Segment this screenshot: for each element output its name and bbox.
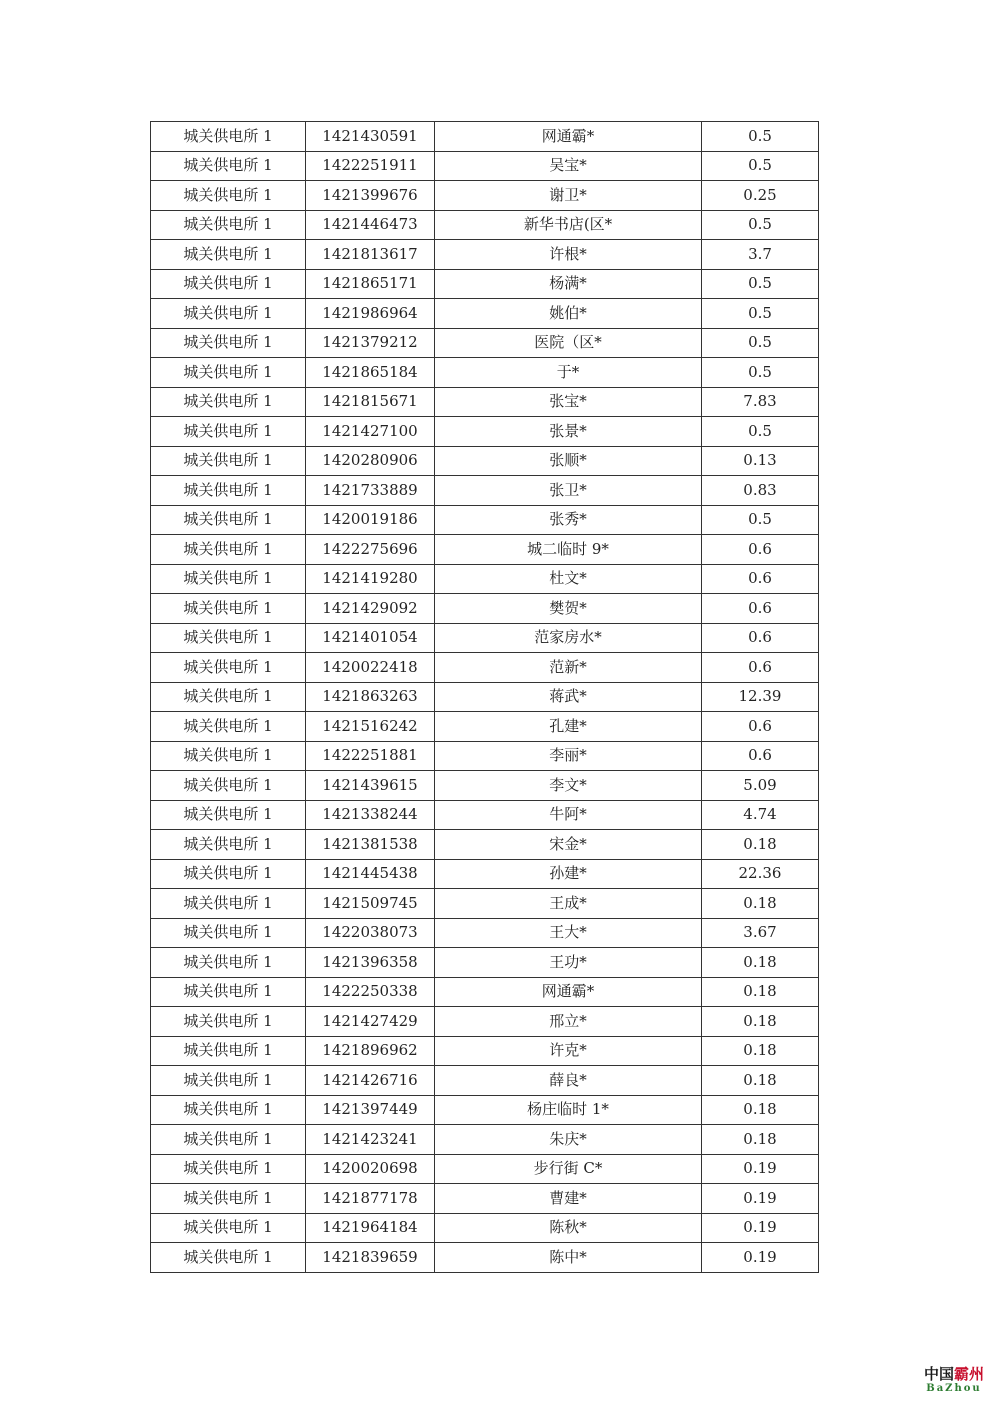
account-cell: 1421397449	[306, 1095, 435, 1125]
table-row	[151, 181, 819, 211]
value-cell: 0.6	[702, 535, 819, 565]
station-cell: 城关供电所 1	[151, 122, 306, 152]
account-cell: 1420020698	[306, 1154, 435, 1184]
table-row	[151, 505, 819, 535]
value-cell: 12.39	[702, 682, 819, 712]
account-cell: 1421865171	[306, 269, 435, 299]
station-cell: 城关供电所 1	[151, 505, 306, 535]
value-cell: 0.5	[702, 122, 819, 152]
table-row	[151, 977, 819, 1007]
station-cell: 城关供电所 1	[151, 889, 306, 919]
account-cell: 1420280906	[306, 446, 435, 476]
value-cell: 0.6	[702, 564, 819, 594]
table-row	[151, 1036, 819, 1066]
account-cell: 1422275696	[306, 535, 435, 565]
value-cell: 0.25	[702, 181, 819, 211]
station-cell: 城关供电所 1	[151, 1184, 306, 1214]
account-cell: 1421509745	[306, 889, 435, 919]
name-cell: 新华书店(区*	[435, 210, 702, 240]
account-cell: 1421445438	[306, 859, 435, 889]
table-row	[151, 682, 819, 712]
table-row	[151, 594, 819, 624]
table-row	[151, 1125, 819, 1155]
name-cell: 吴宝*	[435, 151, 702, 181]
station-cell: 城关供电所 1	[151, 741, 306, 771]
account-cell: 1422251911	[306, 151, 435, 181]
account-cell: 1422250338	[306, 977, 435, 1007]
name-cell: 王大*	[435, 918, 702, 948]
value-cell: 3.67	[702, 918, 819, 948]
account-cell: 1421986964	[306, 299, 435, 329]
name-cell: 于*	[435, 358, 702, 388]
name-cell: 张卫*	[435, 476, 702, 506]
value-cell: 0.19	[702, 1213, 819, 1243]
account-cell: 1422038073	[306, 918, 435, 948]
value-cell: 0.5	[702, 151, 819, 181]
table-row	[151, 151, 819, 181]
table-row	[151, 1154, 819, 1184]
logo-text	[924, 1367, 984, 1382]
table-row	[151, 210, 819, 240]
table-row	[151, 417, 819, 447]
logo-cn-part2: 霸州	[953, 1365, 984, 1383]
station-cell: 城关供电所 1	[151, 623, 306, 653]
table-row	[151, 564, 819, 594]
station-cell: 城关供电所 1	[151, 1095, 306, 1125]
station-cell: 城关供电所 1	[151, 240, 306, 270]
value-cell: 0.18	[702, 1007, 819, 1037]
value-cell: 0.18	[702, 1125, 819, 1155]
table-row	[151, 830, 819, 860]
name-cell: 张秀*	[435, 505, 702, 535]
value-cell: 0.5	[702, 417, 819, 447]
table-row	[151, 1066, 819, 1096]
name-cell: 范家房水*	[435, 623, 702, 653]
station-cell: 城关供电所 1	[151, 1154, 306, 1184]
value-cell: 0.18	[702, 1095, 819, 1125]
account-cell: 1421446473	[306, 210, 435, 240]
name-cell: 杨满*	[435, 269, 702, 299]
station-cell: 城关供电所 1	[151, 269, 306, 299]
station-cell: 城关供电所 1	[151, 417, 306, 447]
name-cell: 姚伯*	[435, 299, 702, 329]
table-row	[151, 1213, 819, 1243]
table-row	[151, 859, 819, 889]
value-cell: 7.83	[702, 387, 819, 417]
account-cell: 1421896962	[306, 1036, 435, 1066]
station-cell: 城关供电所 1	[151, 151, 306, 181]
station-cell: 城关供电所 1	[151, 830, 306, 860]
station-cell: 城关供电所 1	[151, 387, 306, 417]
table-row	[151, 918, 819, 948]
table-row	[151, 1095, 819, 1125]
name-cell: 蒋武*	[435, 682, 702, 712]
table-row	[151, 122, 819, 152]
account-cell: 1421423241	[306, 1125, 435, 1155]
name-cell: 陈中*	[435, 1243, 702, 1273]
table-row	[151, 623, 819, 653]
value-cell: 0.5	[702, 210, 819, 240]
name-cell: 邢立*	[435, 1007, 702, 1037]
name-cell: 谢卫*	[435, 181, 702, 211]
value-cell: 0.18	[702, 977, 819, 1007]
table-row	[151, 446, 819, 476]
station-cell: 城关供电所 1	[151, 918, 306, 948]
account-cell: 1421964184	[306, 1213, 435, 1243]
name-cell: 许克*	[435, 1036, 702, 1066]
account-cell: 1421863263	[306, 682, 435, 712]
account-cell: 1421877178	[306, 1184, 435, 1214]
account-cell: 1421429092	[306, 594, 435, 624]
value-cell: 0.13	[702, 446, 819, 476]
station-cell: 城关供电所 1	[151, 299, 306, 329]
station-cell: 城关供电所 1	[151, 1243, 306, 1273]
value-cell: 0.18	[702, 948, 819, 978]
station-cell: 城关供电所 1	[151, 535, 306, 565]
value-cell: 0.6	[702, 741, 819, 771]
name-cell: 网通霸*	[435, 977, 702, 1007]
account-cell: 1421427100	[306, 417, 435, 447]
table-row	[151, 889, 819, 919]
name-cell: 医院（区*	[435, 328, 702, 358]
table-row	[151, 771, 819, 801]
name-cell: 城二临时 9*	[435, 535, 702, 565]
name-cell: 曹建*	[435, 1184, 702, 1214]
name-cell: 李文*	[435, 771, 702, 801]
logo-cn-part1: 中国	[923, 1365, 954, 1383]
station-cell: 城关供电所 1	[151, 800, 306, 830]
value-cell: 0.6	[702, 594, 819, 624]
account-cell: 1420019186	[306, 505, 435, 535]
site-logo	[924, 1367, 984, 1394]
station-cell: 城关供电所 1	[151, 476, 306, 506]
table-row	[151, 1007, 819, 1037]
account-cell: 1421396358	[306, 948, 435, 978]
name-cell: 杨庄临时 1*	[435, 1095, 702, 1125]
table-row	[151, 741, 819, 771]
name-cell: 张宝*	[435, 387, 702, 417]
logo-en: BaZhou	[926, 1383, 982, 1394]
station-cell: 城关供电所 1	[151, 446, 306, 476]
value-cell: 22.36	[702, 859, 819, 889]
value-cell: 0.5	[702, 358, 819, 388]
table-row	[151, 387, 819, 417]
name-cell: 许根*	[435, 240, 702, 270]
account-cell: 1421379212	[306, 328, 435, 358]
table-row	[151, 948, 819, 978]
name-cell: 牛阿*	[435, 800, 702, 830]
table-row	[151, 1243, 819, 1273]
value-cell: 3.7	[702, 240, 819, 270]
name-cell: 李丽*	[435, 741, 702, 771]
account-cell: 1421338244	[306, 800, 435, 830]
name-cell: 孔建*	[435, 712, 702, 742]
station-cell: 城关供电所 1	[151, 594, 306, 624]
station-cell: 城关供电所 1	[151, 328, 306, 358]
name-cell: 杜文*	[435, 564, 702, 594]
station-cell: 城关供电所 1	[151, 1007, 306, 1037]
data-table	[150, 121, 819, 1273]
station-cell: 城关供电所 1	[151, 210, 306, 240]
account-cell: 1421381538	[306, 830, 435, 860]
value-cell: 0.19	[702, 1243, 819, 1273]
account-cell: 1421865184	[306, 358, 435, 388]
value-cell: 5.09	[702, 771, 819, 801]
value-cell: 0.6	[702, 623, 819, 653]
name-cell: 张顺*	[435, 446, 702, 476]
name-cell: 陈秋*	[435, 1213, 702, 1243]
value-cell: 0.6	[702, 712, 819, 742]
name-cell: 樊贺*	[435, 594, 702, 624]
account-cell: 1421839659	[306, 1243, 435, 1273]
name-cell: 朱庆*	[435, 1125, 702, 1155]
value-cell: 0.5	[702, 299, 819, 329]
name-cell: 薛良*	[435, 1066, 702, 1096]
account-cell: 1421427429	[306, 1007, 435, 1037]
account-cell: 1421430591	[306, 122, 435, 152]
station-cell: 城关供电所 1	[151, 564, 306, 594]
table-row	[151, 800, 819, 830]
account-cell: 1421399676	[306, 181, 435, 211]
station-cell: 城关供电所 1	[151, 682, 306, 712]
account-cell: 1421439615	[306, 771, 435, 801]
account-cell: 1421813617	[306, 240, 435, 270]
value-cell: 0.6	[702, 653, 819, 683]
value-cell: 0.5	[702, 328, 819, 358]
account-cell: 1420022418	[306, 653, 435, 683]
name-cell: 张景*	[435, 417, 702, 447]
station-cell: 城关供电所 1	[151, 771, 306, 801]
value-cell: 0.19	[702, 1154, 819, 1184]
table-row	[151, 653, 819, 683]
station-cell: 城关供电所 1	[151, 948, 306, 978]
value-cell: 0.5	[702, 505, 819, 535]
station-cell: 城关供电所 1	[151, 859, 306, 889]
table-row	[151, 476, 819, 506]
table-row	[151, 328, 819, 358]
value-cell: 0.19	[702, 1184, 819, 1214]
table-body	[151, 122, 819, 1273]
account-cell: 1421516242	[306, 712, 435, 742]
name-cell: 王功*	[435, 948, 702, 978]
account-cell: 1421815671	[306, 387, 435, 417]
account-cell: 1421733889	[306, 476, 435, 506]
account-cell: 1422251881	[306, 741, 435, 771]
table-row	[151, 535, 819, 565]
value-cell: 0.18	[702, 1036, 819, 1066]
table-row	[151, 358, 819, 388]
name-cell: 王成*	[435, 889, 702, 919]
station-cell: 城关供电所 1	[151, 1066, 306, 1096]
value-cell: 0.5	[702, 269, 819, 299]
name-cell: 孙建*	[435, 859, 702, 889]
value-cell: 0.18	[702, 889, 819, 919]
account-cell: 1421401054	[306, 623, 435, 653]
name-cell: 步行街 C*	[435, 1154, 702, 1184]
station-cell: 城关供电所 1	[151, 1125, 306, 1155]
table-row	[151, 712, 819, 742]
table-row	[151, 1184, 819, 1214]
name-cell: 范新*	[435, 653, 702, 683]
station-cell: 城关供电所 1	[151, 1213, 306, 1243]
account-cell: 1421419280	[306, 564, 435, 594]
name-cell: 宋金*	[435, 830, 702, 860]
station-cell: 城关供电所 1	[151, 977, 306, 1007]
station-cell: 城关供电所 1	[151, 358, 306, 388]
value-cell: 0.18	[702, 1066, 819, 1096]
station-cell: 城关供电所 1	[151, 181, 306, 211]
table-row	[151, 299, 819, 329]
station-cell: 城关供电所 1	[151, 653, 306, 683]
value-cell: 4.74	[702, 800, 819, 830]
value-cell: 0.83	[702, 476, 819, 506]
station-cell: 城关供电所 1	[151, 712, 306, 742]
table-row	[151, 269, 819, 299]
station-cell: 城关供电所 1	[151, 1036, 306, 1066]
name-cell: 网通霸*	[435, 122, 702, 152]
value-cell: 0.18	[702, 830, 819, 860]
table-row	[151, 240, 819, 270]
account-cell: 1421426716	[306, 1066, 435, 1096]
